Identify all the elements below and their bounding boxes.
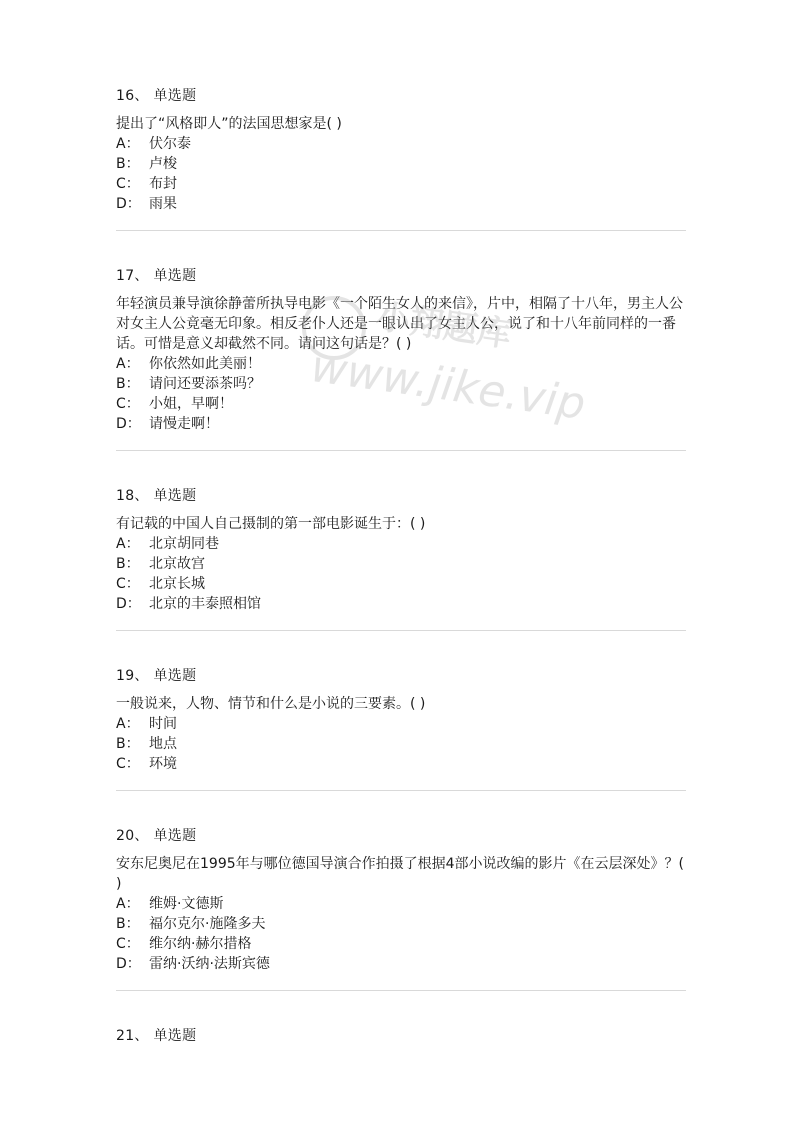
question-number: 17 [116, 268, 135, 284]
question-19 [116, 666, 686, 774]
option-letter: D： [116, 196, 141, 212]
option-letter: B： [116, 376, 140, 392]
option-text: 请慢走啊！ [149, 416, 219, 432]
question-20 [116, 826, 686, 974]
option-text: 北京故宫 [149, 556, 205, 572]
question-type: 单选题 [153, 828, 197, 844]
question-divider [116, 450, 686, 451]
question-header: 21、 单选题 [116, 1028, 197, 1044]
question-header: 16、 单选题 [116, 88, 197, 104]
option-letter: A： [116, 136, 140, 152]
option-letter: B： [116, 556, 140, 572]
option-d [116, 594, 686, 614]
question-type: 单选题 [153, 88, 197, 104]
option-d [116, 954, 686, 974]
option-text: 环境 [149, 756, 177, 772]
question-type: 单选题 [153, 488, 197, 504]
question-stem: 提出了“风格即人”的法国思想家是( ) [116, 116, 342, 132]
option-text: 伏尔泰 [149, 136, 191, 152]
option-text: 你依然如此美丽！ [149, 356, 261, 372]
option-text: 卢梭 [149, 156, 177, 172]
option-text: 福尔克尔·施隆多夫 [149, 916, 266, 932]
option-c [116, 754, 686, 774]
option-letter: C： [116, 936, 140, 952]
question-type: 单选题 [153, 1028, 197, 1044]
question-number: 20 [116, 828, 135, 844]
question-number: 18 [116, 488, 135, 504]
option-letter: B： [116, 156, 140, 172]
option-c [116, 934, 686, 954]
option-letter: D： [116, 596, 141, 612]
option-letter: A： [116, 356, 140, 372]
question-stem: 年轻演员兼导演徐静蕾所执导电影《一个陌生女人的来信》，片中，相隔了十八年，男主人公对女主人公竟毫无印象。相反老仆人还是一眼认出了女主人公，说了和十八年前同样的一番话。可惜是意义却截然不同。请问这句话是？( ) [116, 296, 683, 352]
option-text: 地点 [149, 736, 177, 752]
question-header: 18、 单选题 [116, 488, 197, 504]
option-a [116, 134, 686, 154]
option-letter: C： [116, 576, 140, 592]
option-b [116, 914, 686, 934]
watermark-text: 小翔题库 [373, 296, 514, 356]
option-text: 时间 [149, 716, 177, 732]
question-21 [116, 1026, 686, 1054]
option-letter: C： [116, 176, 140, 192]
option-text: 北京长城 [149, 576, 205, 592]
question-number: 16 [116, 88, 135, 104]
watermark-url: www.jike.vip [307, 341, 589, 430]
option-a [116, 894, 686, 914]
option-text: 请问还要添茶吗？ [149, 376, 261, 392]
option-letter: D： [116, 416, 141, 432]
question-number: 19 [116, 668, 135, 684]
option-letter: A： [116, 536, 140, 552]
question-divider [116, 630, 686, 631]
option-b [116, 374, 686, 394]
option-text: 维姆·文德斯 [149, 896, 224, 912]
option-text: 雷纳·沃纳·法斯宾德 [149, 956, 270, 972]
option-letter: A： [116, 716, 140, 732]
option-text: 北京的丰泰照相馆 [149, 596, 261, 612]
option-c [116, 174, 686, 194]
question-divider [116, 230, 686, 231]
question-header: 17、 单选题 [116, 268, 197, 284]
option-text: 维尔纳·赫尔措格 [149, 936, 252, 952]
option-c [116, 394, 686, 414]
option-text: 小姐，早啊！ [149, 396, 233, 412]
question-type: 单选题 [153, 668, 197, 684]
option-text: 北京胡同巷 [149, 536, 219, 552]
option-a [116, 714, 686, 734]
option-letter: C： [116, 756, 140, 772]
option-letter: B： [116, 916, 140, 932]
question-header: 19、 单选题 [116, 668, 197, 684]
question-17 [116, 266, 686, 434]
option-letter: D： [116, 956, 141, 972]
question-type: 单选题 [153, 268, 197, 284]
option-d [116, 414, 686, 434]
option-a [116, 354, 686, 374]
option-text: 布封 [149, 176, 177, 192]
option-b [116, 734, 686, 754]
question-18 [116, 486, 686, 614]
question-stem: 有记载的中国人自己摄制的第一部电影诞生于：( ) [116, 516, 426, 532]
option-letter: B： [116, 736, 140, 752]
option-letter: A： [116, 896, 140, 912]
question-divider [116, 790, 686, 791]
option-d [116, 194, 686, 214]
option-a [116, 534, 686, 554]
question-stem: 一般说来，人物、情节和什么是小说的三要素。( ) [116, 696, 426, 712]
question-divider [116, 990, 686, 991]
option-b [116, 154, 686, 174]
option-c [116, 574, 686, 594]
question-header: 20、 单选题 [116, 828, 197, 844]
question-16 [116, 86, 686, 214]
question-stem: 安东尼奥尼在1995年与哪位德国导演合作拍摄了根据4部小说改编的影片《在云层深处》？( ) [116, 856, 684, 892]
option-text: 雨果 [149, 196, 177, 212]
option-letter: C： [116, 396, 140, 412]
question-number: 21 [116, 1028, 135, 1044]
option-b [116, 554, 686, 574]
